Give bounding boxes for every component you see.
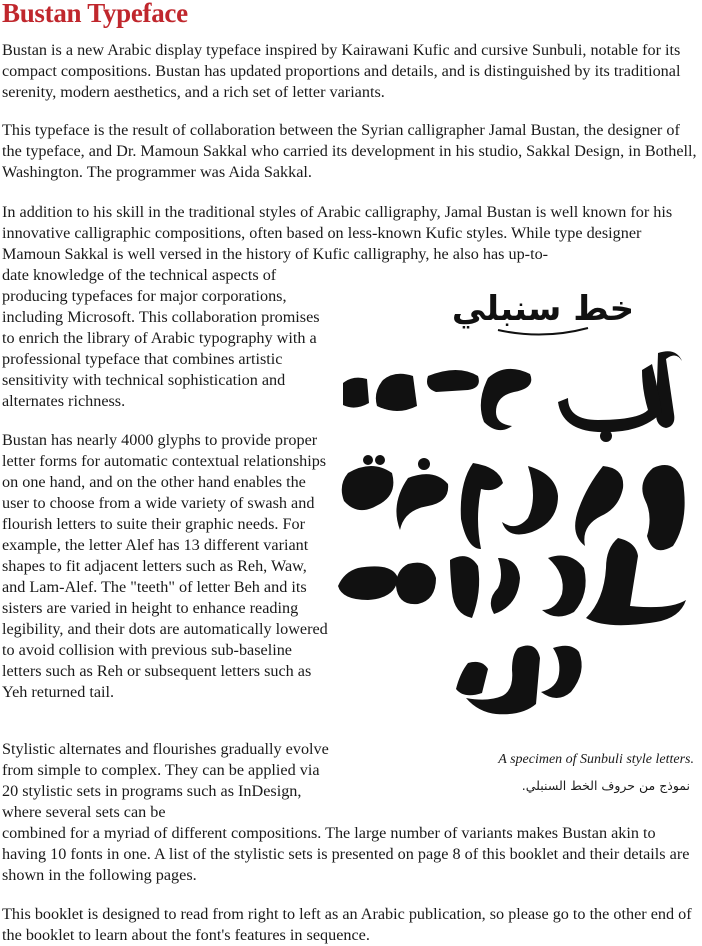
sunbuli-specimen-figure bbox=[338, 268, 698, 738]
sunbuli-letters-illustration bbox=[338, 268, 698, 738]
letters-row-3 bbox=[338, 538, 686, 625]
paragraph-collaboration: This typeface is the result of collaboration between the Syrian calligrapher Jamal Bustan, the designer of the typeface, and Dr. Mamoun Sakkal who carried its development in his studio, Sakkal Design, in Bothell, Washington. The programmer was Aida Sakkal. bbox=[2, 121, 697, 181]
paragraph-calligrapher: In addition to his skill in the traditional styles of Arabic calligraphy, Jamal Bustan is well known for his innovative calligraphic compositions, often based on less-known Kufic styles. While type designer Mamoun Sakkal is well versed in the history of Kufic calligraphy, he also has up-to- bbox=[2, 203, 673, 263]
letters-row-2 bbox=[342, 455, 685, 550]
paragraph-stylistic: Stylistic alternates and flourishes gradually evolve from simple to complex. They can be applied via 20 stylistic sets in programs such as InDesign, where several sets can be bbox=[2, 740, 329, 821]
paragraph-intro: Bustan is a new Arabic display typeface inspired by Kairawani Kufic and cursive Sunbuli, notable for its compact compositions. Bustan has updated proportions and details, and is distinguished by its traditional serenity, modern aesthetics, and a rich set of letter variants. bbox=[2, 41, 681, 101]
figure-caption-english: A specimen of Sunbuli style letters. bbox=[498, 752, 694, 767]
paragraph-reading-direction: This booklet is designed to read from right to left as an Arabic publication, so please go to the other end of the booklet to learn about the font's features in sequence. bbox=[2, 905, 692, 944]
paragraph-glyphs: Bustan has nearly 4000 glyphs to provide proper letter forms for automatic contextual relationships on one hand, and on the other hand enables the user to choose from a wide variety of swash and flourish letters to suite their graphic needs. For example, the letter Alef has 13 different variant shapes to fit adjacent letters such as Reh, Waw, and Lam-Alef. The "teeth" of letter Beh and its sisters are varied in height to enhance reading legibility, and their dots are automatically lowered to avoid collision with previous sub-baseline letters such as Reh or subsequent letters such as Yeh returned tail. bbox=[2, 431, 328, 701]
letters-row-1 bbox=[343, 351, 682, 442]
letters-row-4 bbox=[456, 646, 582, 715]
figure-caption-arabic: نموذج من حروف الخط السنبلي. bbox=[521, 778, 690, 793]
paragraph-calligrapher-cont: date knowledge of the technical aspects of producing typefaces for major corporations, including Microsoft. This collaboration promises to enrich the library of Arabic typography with a professional typeface that combines artistic sensitivity with technical sophistication and alternates richness. bbox=[2, 266, 320, 410]
sunbuli-monogram bbox=[452, 289, 634, 335]
paragraph-stylistic-cont: combined for a myriad of different compositions. The large number of variants makes Bustan akin to having 10 fonts in one. A list of the stylistic sets is presented on page 8 of this booklet and their details are shown in the following pages. bbox=[2, 824, 690, 884]
page-title: Bustan Typeface bbox=[2, 0, 188, 28]
monogram-text: خط سنبلي bbox=[451, 289, 635, 329]
